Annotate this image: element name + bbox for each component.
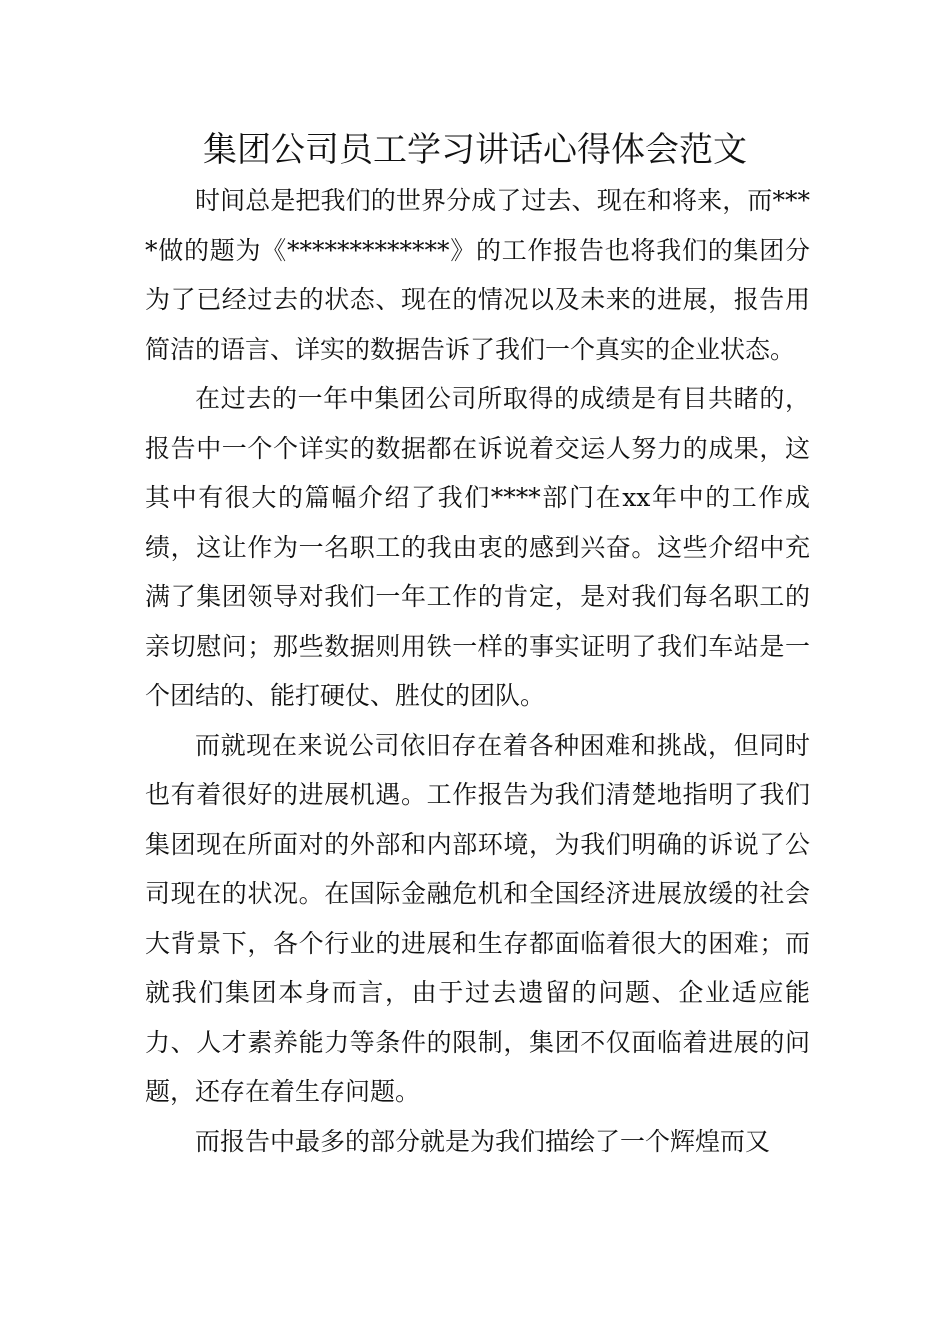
document-title: 集团公司员工学习讲话心得体会范文: [203, 130, 747, 170]
paragraph-2: 在过去的一年中集团公司所取得的成绩是有目共睹的，报告中一个个详实的数据都在诉说着交运人努力的成果，这其中有很大的篇幅介绍了我们****部门在xx年中的工作成绩，这让作为一名职工的我由衷的感到兴奋。这些介绍中充满了集团领导对我们一年工作的肯定，是对我们每名职工的亲切慰问；那些数据则用铁一样的事实证明了我们车站是一个团结的、能打硬仗、胜仗的团队。: [145, 384, 810, 710]
paragraph-3: 而就现在来说公司依旧存在着各种困难和挑战，但同时也有着很好的进展机遇。工作报告为我们清楚地指明了我们集团现在所面对的外部和内部环境，为我们明确的诉说了公司现在的状况。在国际金融危机和全国经济进展放缓的社会大背景下，各个行业的进展和生存都面临着很大的困难；而就我们集团本身而言，由于过去遗留的问题、企业适应能力、人才素养能力等条件的限制，集团不仅面临着进展的问题，还存在着生存问题。: [145, 730, 810, 1106]
paragraph-1: 时间总是把我们的世界分成了过去、现在和将来，而****做的题为《*************》的工作报告也将我们的集团分为了已经过去的状态、现在的情况以及未来的进展，报告用简洁的语言、详实的数据告诉了我们一个真实的企业状态。: [145, 186, 810, 364]
paragraph-4: 而报告中最多的部分就是为我们描绘了一个辉煌而又: [195, 1126, 771, 1156]
document-body: [145, 176, 810, 1166]
